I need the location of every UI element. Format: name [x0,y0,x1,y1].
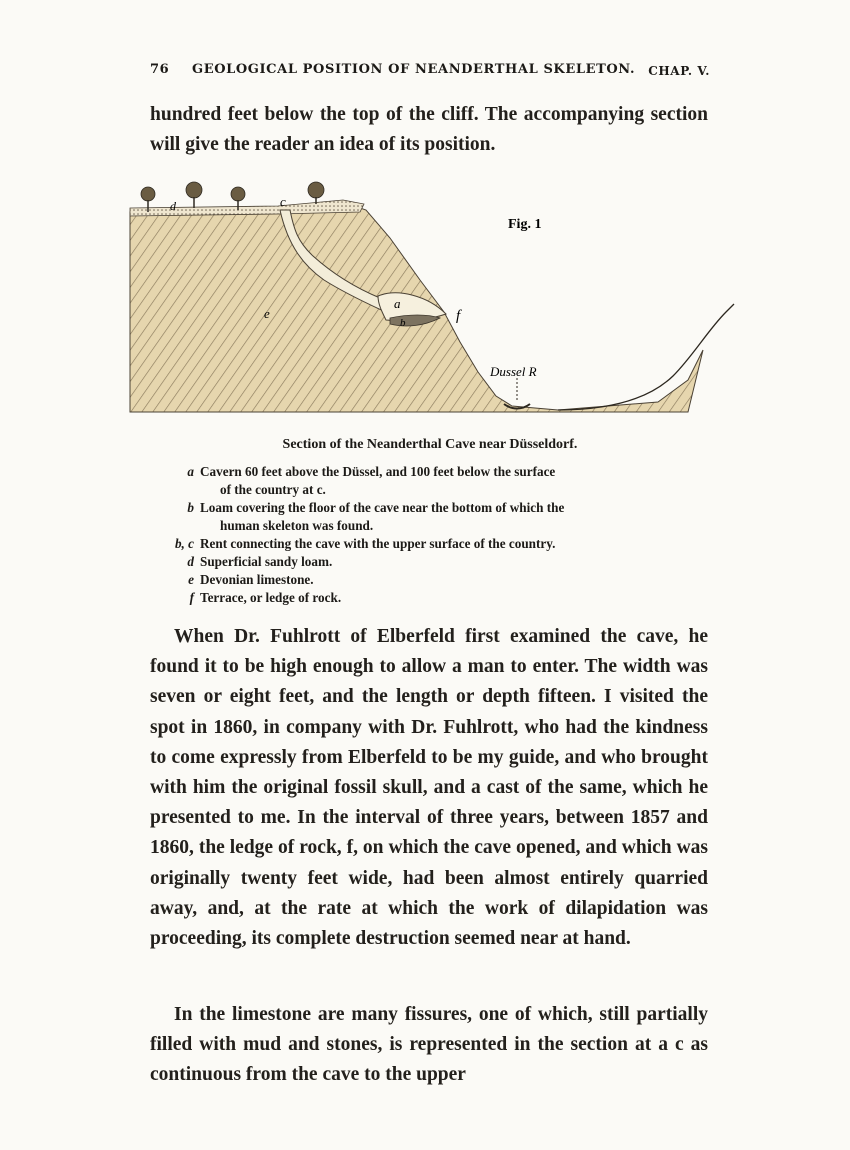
legend-text: Devonian limestone. [200,572,314,587]
legend-text: Loam covering the floor of the cave near the bottom of which the [200,500,565,515]
legend-letter: d [187,554,194,569]
legend-item [172,571,712,589]
label-d: d [170,199,176,213]
legend-text: Superficial sandy loam. [200,554,333,569]
legend-letter: e [188,572,194,587]
chapter-label: CHAP. V. [648,64,710,78]
legend-text-continued: human skeleton was found. [220,518,374,533]
legend-item [172,463,712,499]
intro-paragraph: hundred feet below the top of the cliff. The accompanying section will give the reader an idea of its position. [150,104,708,156]
running-head [150,62,710,82]
legend-item [172,535,712,553]
legend-item [172,553,712,571]
river-bank [558,304,734,410]
legend-letter: b [187,500,194,515]
running-title: GEOLOGICAL POSITION OF NEANDERTHAL SKELETON. [192,62,636,77]
label-e: e [264,306,270,321]
label-a: a [394,296,401,311]
figure-caption: Section of the Neanderthal Cave near Düsseldorf. [282,437,578,452]
paragraph-fuhlrott: When Dr. Fuhlrott of Elberfeld first examined the cave, he found it to be high enough to allow a man to enter. The width was seven or eight feet, and the length or depth fifteen. I visited the spot in 1860, in company with Dr. Fuhlrott, who had the kindness to come expressly from Elberfeld to be my guide, and who brought with him the original fossil skull, and a cast of the same, which he presented to me. In the interval of three years, between 1857 and 1860, the ledge of rock, f, on which the cave opened, and which was originally twenty feet wide, had been almost entirely quarried away, and, at the rate at which the work of dilapidation was proceeding, its complete destruction seemed near at hand. [150,626,708,950]
paragraph-fissures: In the limestone are many fissures, one of which, still partially filled with mud and stones, is represented in the section at a c as continuous from the cave to the upper [150,1004,708,1086]
river-label: Dussel R [490,364,537,379]
legend-letter: a [187,464,194,479]
legend-letter: b, c [174,536,194,551]
label-f: f [456,308,461,324]
label-b: b [400,317,406,329]
legend-item [172,499,712,535]
legend-item [172,589,712,607]
legend-text: Terrace, or ledge of rock. [200,590,342,605]
legend-text: Rent connecting the cave with the upper surface of the country. [200,536,556,551]
figure-legend [172,463,712,607]
legend-letter: f [189,590,194,605]
fig-label: Fig. 1 [508,217,542,232]
legend-text-continued: of the country at c. [220,482,326,497]
page-number: 76 [150,62,170,77]
cave-section-figure [128,180,740,418]
legend-text: Cavern 60 feet above the Düssel, and 100 feet below the surface [200,464,556,479]
label-c: c [280,194,286,209]
